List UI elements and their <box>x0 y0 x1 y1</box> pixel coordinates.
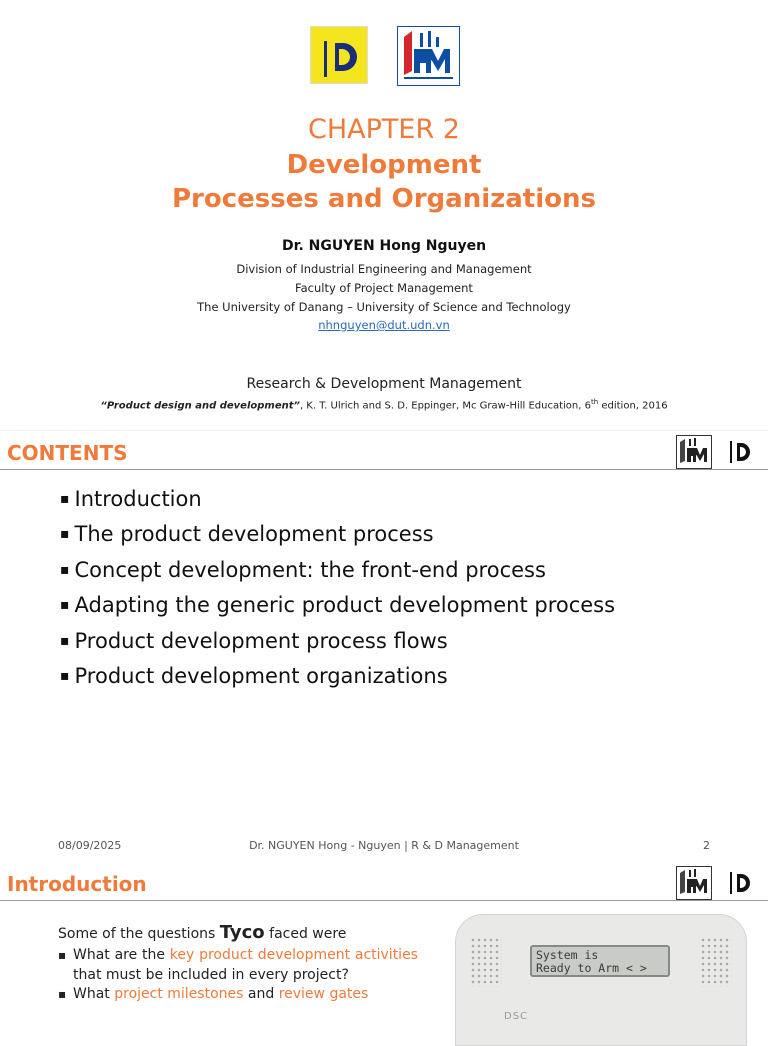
title-line-2: Processes and Organizations <box>172 184 596 214</box>
list-item: ▪ Introduction <box>60 483 615 518</box>
company-name: Tyco <box>219 922 265 943</box>
reference-book-title: “Product design and development” <box>100 400 300 412</box>
bach-khoa-logo-small <box>724 866 756 898</box>
author-name: Dr. NGUYEN Hong Nguyen <box>281 238 487 254</box>
speaker-grille <box>700 937 732 987</box>
footer-author-course: Dr. NGUYEN Hong - Nguyen | R & D Management <box>249 839 519 852</box>
title-slide <box>0 0 768 430</box>
reference-authors: , K. T. Ulrich and S. D. Eppinger, Mc Graw-Hill Education, 6 <box>299 400 591 412</box>
reference-sup: th <box>590 398 599 406</box>
question-text: What <box>73 986 115 1002</box>
title-line-1: Development <box>286 150 482 180</box>
pm-logo-small <box>676 435 712 469</box>
reference-tail: edition, 2016 <box>598 400 668 412</box>
author-email-link[interactable]: nhnguyen@dut.udn.vn <box>318 318 450 332</box>
list-item: ▪ Adapting the generic product development process <box>60 589 615 624</box>
affiliation-division: Division of Industrial Engineering and Management <box>236 262 532 276</box>
lead-text: Some of the questions <box>58 926 220 942</box>
lcd-display <box>530 945 670 977</box>
list-item <box>58 946 418 985</box>
security-keypad-image <box>455 914 747 1046</box>
question-text: and <box>243 986 279 1002</box>
course-title: Research & Development Management <box>246 376 522 392</box>
list-item: ▪ Product development process flows <box>60 625 615 660</box>
affiliation-university: The University of Danang – University of Science and Technology <box>197 300 571 314</box>
pm-logo-small <box>676 866 712 900</box>
list-item: ▪ Concept development: the front-end process <box>60 554 615 589</box>
contents-list <box>60 483 615 695</box>
highlight-phrase: key product development activities <box>169 947 418 963</box>
reference-citation <box>0 398 768 411</box>
speaker-grille <box>470 937 502 987</box>
page-number: 2 <box>703 839 710 852</box>
question-text: that must be included in every project? <box>73 966 349 983</box>
lead-text-end: faced were <box>264 926 347 942</box>
questions-list <box>58 946 418 1005</box>
bach-khoa-logo-small <box>724 435 756 467</box>
contents-heading: CONTENTS <box>7 441 128 465</box>
lcd-line: Ready to Arm < > <box>536 961 647 975</box>
list-item: ▪ Product development organizations <box>60 660 615 695</box>
list-item: ▪ The product development process <box>60 518 615 553</box>
chapter-label: CHAPTER 2 <box>308 114 460 145</box>
contents-slide <box>0 430 768 861</box>
header-divider <box>0 900 768 901</box>
question-text: What are the <box>73 947 170 963</box>
highlight-phrase: project milestones <box>114 986 244 1002</box>
lcd-line: System is <box>536 948 599 962</box>
device-brand: DSC <box>504 1011 529 1022</box>
introduction-heading: Introduction <box>7 872 147 896</box>
introduction-slide <box>0 862 768 1024</box>
footer-date: 08/09/2025 <box>58 839 122 852</box>
highlight-phrase: review gates <box>278 986 369 1002</box>
list-item <box>58 985 418 1005</box>
questions-lead <box>58 922 346 943</box>
header-divider <box>0 469 768 470</box>
affiliation-faculty: Faculty of Project Management <box>295 281 473 295</box>
project-management-logo <box>397 26 460 86</box>
bach-khoa-logo <box>310 26 368 84</box>
